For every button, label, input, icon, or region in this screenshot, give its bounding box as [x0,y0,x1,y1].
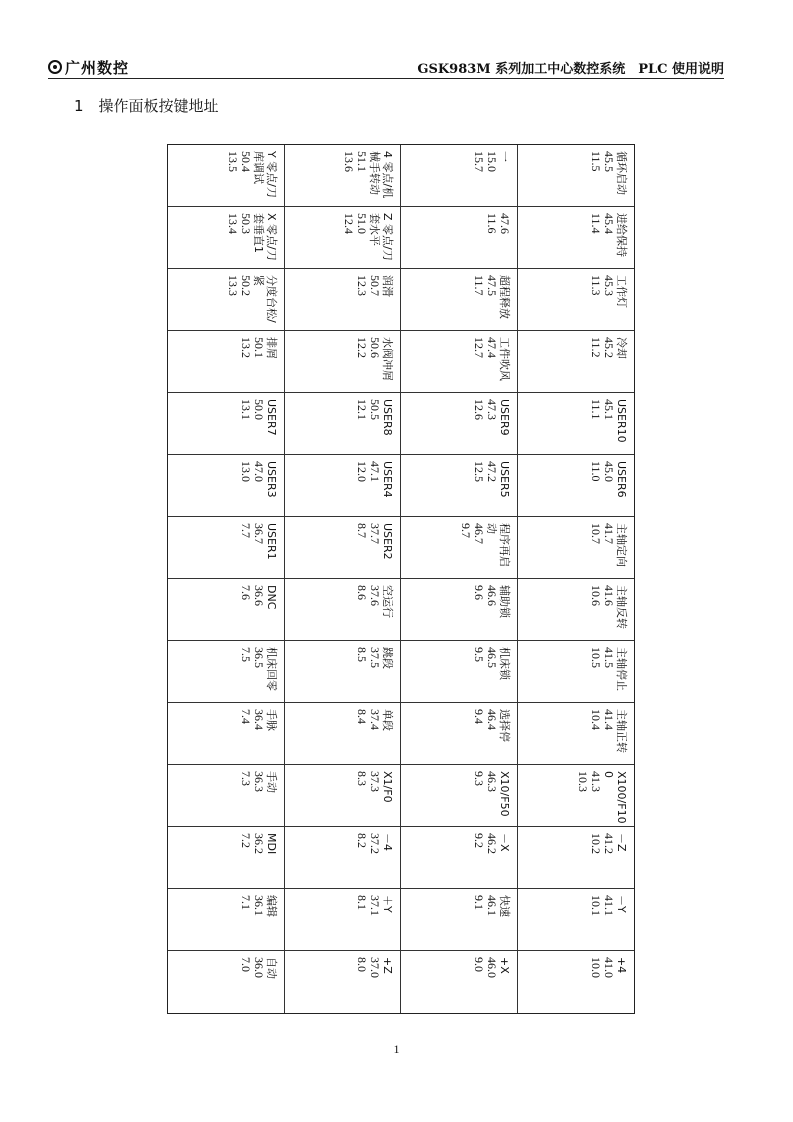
cell-content [172,209,280,267]
input-address: 50.5 [368,398,383,420]
output-address: 11.2 [588,336,603,358]
table-cell [401,393,518,455]
table-cell [285,393,402,455]
output-address: 9.7 [458,522,473,538]
cell-content [405,643,513,701]
output-address: 11.1 [588,398,603,420]
key-name: +X [497,957,511,974]
cell-content [522,581,630,639]
cell-content [172,333,280,391]
key-name: X10/F50 [497,770,511,817]
company-logo [48,58,129,76]
output-address: 12.7 [471,336,486,358]
output-address: 9.5 [471,646,486,662]
input-address: 37.5 [368,646,383,668]
output-address: 7.6 [238,584,253,600]
output-address: 11.6 [484,212,499,234]
cell-content [405,767,513,825]
input-address: 46.4 [484,708,499,730]
output-address: 13.4 [225,212,240,234]
output-address: 7.4 [238,708,253,724]
output-address: 11.4 [588,212,603,234]
key-name: USER10 [614,398,628,443]
output-address: 9.2 [471,832,486,848]
output-address: 13.3 [225,274,240,296]
input-address: 41.4 [601,708,616,730]
table-cell [401,579,518,641]
table-cell [518,393,635,455]
cell-content [288,333,396,391]
key-name: 润滑 [381,274,395,297]
key-name: USER4 [381,460,395,498]
table-cell [168,765,285,827]
table-cell [168,269,285,331]
input-address: 41.0 [601,957,616,978]
input-address: 45.0 [601,460,616,482]
key-name: X 零点/刀套垂直1 [251,212,278,261]
key-name: 机床回零 [264,646,278,691]
output-address: 10.6 [588,584,603,606]
table-cell [168,331,285,393]
input-address: 37.6 [368,584,383,606]
cell-content [522,147,630,205]
key-name: USER6 [614,460,628,498]
input-address: 50.7 [368,274,383,296]
table-cell [168,207,285,269]
table-cell [401,641,518,703]
table-cell [518,517,635,579]
cell-content [288,643,396,701]
cell-content [172,581,280,639]
input-address: 41.2 [601,832,616,854]
cell-content [172,271,280,329]
key-name: 空运行 [381,584,395,618]
cell-content [522,829,630,887]
input-address: 46.3 [484,770,499,792]
output-address: 11.7 [471,274,486,296]
output-address: 9.4 [471,708,486,724]
output-address: 10.0 [588,957,603,978]
table-cell [168,145,285,207]
key-name: 手动 [264,770,278,793]
table-cell [285,207,402,269]
key-name: 手脉 [264,708,278,731]
key-name: －4 [381,832,395,851]
cell-content [172,953,280,1011]
table-cell [168,455,285,517]
table-cell [401,889,518,951]
key-name: USER9 [497,398,511,436]
key-name: 分度台松/紧 [251,274,278,323]
key-name: 编辑 [264,894,278,917]
gsk-logo-icon [48,60,62,74]
output-address: 8.4 [355,708,370,724]
output-address: 10.5 [588,646,603,668]
table-cell [285,765,402,827]
output-address: 13.1 [238,398,253,420]
input-address: 47.0 [251,460,266,482]
table-cell [285,579,402,641]
key-name: 程序再启动 [484,522,511,567]
table-cell [401,765,518,827]
key-name: 工件吹风 [497,336,511,381]
table-cell [401,455,518,517]
output-address: 12.5 [471,460,486,482]
key-name: 冷却 [614,336,628,359]
table-cell [168,703,285,765]
key-name: －Z [614,832,628,852]
table-cell [401,269,518,331]
input-address: 36.4 [251,708,266,730]
cell-content [288,767,396,825]
cell-content [172,891,280,949]
table-cell [285,455,402,517]
input-address: 50.0 [251,398,266,420]
input-address: 46.5 [484,646,499,668]
table-cell [285,641,402,703]
key-name: DNC [264,584,278,609]
input-address: 36.2 [251,832,266,854]
table-cell [285,827,402,889]
input-address: 45.2 [601,336,616,358]
input-address: 41.1 [601,894,616,916]
input-address: 46.2 [484,832,499,854]
output-address: 10.3 [575,770,590,792]
table-cell [518,331,635,393]
table-cell [518,951,635,1013]
cell-content [405,705,513,763]
table-cell [401,207,518,269]
cell-content [288,519,396,577]
cell-content [405,333,513,391]
input-address: 37.1 [368,894,383,916]
cell-content [405,953,513,1011]
input-address: 36.6 [251,584,266,606]
cell-content [288,147,396,205]
key-name: 循环启动 [614,150,628,195]
table-cell [285,331,402,393]
output-address: 12.1 [355,398,370,420]
cell-content [288,395,396,453]
input-address: 36.5 [251,646,266,668]
table-cell [518,269,635,331]
cell-content [172,519,280,577]
output-address: 7.0 [238,957,253,972]
cell-content [405,519,513,577]
table-cell [285,145,402,207]
input-address: 50.2 [238,274,253,296]
cell-content [405,581,513,639]
cell-content [172,767,280,825]
input-address: 45.4 [601,212,616,234]
key-name: 机床锁 [497,646,511,680]
input-address: 47.3 [484,398,499,420]
cell-content [172,829,280,887]
key-name: Y 零点/刀库调试 [251,150,278,198]
key-name: 跳段 [381,646,395,669]
key-name: USER5 [497,460,511,498]
table-cell [285,703,402,765]
input-address: 41.7 [601,522,616,544]
key-name: Z 零点/刀套水平 [368,212,395,261]
input-address: 50.1 [251,336,266,358]
input-address: 47.4 [484,336,499,358]
input-address: 45.1 [601,398,616,420]
output-address: 13.2 [238,336,253,358]
output-address: 10.4 [588,708,603,730]
input-address: 46.7 [471,522,486,544]
output-address: 12.3 [355,274,370,296]
cell-content [405,457,513,515]
key-name: 辅助锁 [497,584,511,618]
output-address: 9.0 [471,957,486,972]
key-name: X100/F100 [601,770,628,824]
cell-content [522,209,630,267]
key-name: 选择停 [497,708,511,742]
cell-content [172,147,280,205]
page-header [48,58,724,79]
output-address: 13.6 [342,150,357,172]
input-address: 47.6 [497,212,512,234]
page-number: 1 [393,1042,400,1056]
table-cell [285,951,402,1013]
output-address: 9.6 [471,584,486,600]
key-name: 水阀冲屑 [381,336,395,381]
cell-content [288,457,396,515]
input-address: 45.5 [601,150,616,172]
key-name: 工作灯 [614,274,628,308]
cell-content [405,209,513,267]
table-cell [401,703,518,765]
cell-content [522,891,630,949]
key-name: USER1 [264,522,278,560]
table-cell [285,269,402,331]
input-address: 37.7 [368,522,383,544]
input-address: 37.0 [368,957,383,978]
table-cell [285,889,402,951]
input-address: 47.5 [484,274,499,296]
table-cell [518,455,635,517]
key-name: MDI [264,832,278,854]
output-address: 9.3 [471,770,486,786]
cell-content [405,395,513,453]
input-address: 41.3 [588,770,603,792]
table-cell [168,951,285,1013]
table-cell [401,951,518,1013]
table-cell [168,579,285,641]
cell-content [522,271,630,329]
output-address: 11.3 [588,274,603,296]
cell-content [522,457,630,515]
output-address: 8.3 [355,770,370,786]
output-address: 7.7 [238,522,253,538]
input-address: 46.0 [484,957,499,978]
input-address: 36.1 [251,894,266,916]
input-address: 51.1 [355,150,370,172]
input-address: 36.0 [251,957,266,978]
cell-content [522,643,630,701]
key-name: 超程释放 [497,274,511,319]
table-cell [285,517,402,579]
table-cell [518,145,635,207]
input-address: 46.6 [484,584,499,606]
cell-content [522,395,630,453]
output-address: 8.1 [355,894,370,910]
key-name: 主轴停止 [614,646,628,691]
key-name: 排屑 [264,336,278,359]
table-cell [401,827,518,889]
key-name: USER3 [264,460,278,498]
cell-content [405,271,513,329]
cell-content [288,953,396,1011]
key-name: －X [497,832,511,852]
section-title: 1 操作面板按键地址 [74,97,219,115]
cell-content [522,333,630,391]
key-name: 主轴反转 [614,584,628,629]
table-cell [518,765,635,827]
output-address: 7.5 [238,646,253,662]
output-address: 7.3 [238,770,253,786]
input-address: 46.1 [484,894,499,916]
output-address: 9.1 [471,894,486,910]
output-address: 12.6 [471,398,486,420]
key-name: +4 [614,957,628,974]
input-address: 47.2 [484,460,499,482]
output-address: 8.0 [355,957,370,972]
table-cell [168,641,285,703]
table-cell [401,517,518,579]
key-name: USER7 [264,398,278,436]
cell-content [288,891,396,949]
table-cell [518,889,635,951]
cell-content [522,519,630,577]
output-address: 15.7 [471,150,486,172]
input-address: 50.3 [238,212,253,234]
table-cell [168,827,285,889]
input-address: 47.1 [368,460,383,482]
key-name: 进给保持 [614,212,628,257]
cell-content [405,147,513,205]
input-address: 41.6 [601,584,616,606]
table-cell [168,393,285,455]
output-address: 10.1 [588,894,603,916]
table-cell [401,331,518,393]
key-name: 主轴正转 [614,708,628,753]
input-address: 37.2 [368,832,383,854]
table-cell [518,579,635,641]
cell-content [288,829,396,887]
input-address: 45.3 [601,274,616,296]
key-name: 一 [497,150,511,162]
cell-content [522,705,630,763]
key-address-table [167,144,635,1014]
table-cell [168,517,285,579]
cell-content [172,457,280,515]
table-cell [518,207,635,269]
input-address: 50.4 [238,150,253,172]
table-cell [401,145,518,207]
key-name: ＋Y [381,894,395,913]
cell-content [405,891,513,949]
cell-content [288,581,396,639]
key-name: USER2 [381,522,395,560]
output-address: 8.5 [355,646,370,662]
output-address: 7.2 [238,832,253,848]
output-address: 8.7 [355,522,370,538]
output-address: 11.0 [588,460,603,482]
table-cell [518,827,635,889]
output-address: 12.2 [355,336,370,358]
document-title: GSK983M 系列加工中心数控系统 PLC 使用说明 [417,62,724,77]
input-address: 50.6 [368,336,383,358]
cell-content [405,829,513,887]
table-cell [168,889,285,951]
cell-content [288,271,396,329]
table-cell [518,641,635,703]
output-address: 8.2 [355,832,370,848]
key-name: 单段 [381,708,395,731]
output-address: 11.5 [588,150,603,172]
input-address: 37.4 [368,708,383,730]
input-address: 36.7 [251,522,266,544]
cell-content [522,953,630,1011]
cell-content [288,209,396,267]
logo-text: 广州数控 [65,58,130,77]
output-address: 13.5 [225,150,240,172]
cell-content [172,395,280,453]
input-address: 36.3 [251,770,266,792]
cell-content [172,705,280,763]
output-address: 13.0 [238,460,253,482]
output-address: 10.2 [588,832,603,854]
output-address: 8.6 [355,584,370,600]
key-name: 4 零点/机械手转动 [368,150,395,198]
key-name: －Y [614,894,628,913]
cell-content [288,705,396,763]
cell-content [172,643,280,701]
key-name: 快速 [497,894,511,917]
key-name: USER8 [381,398,395,436]
output-address: 12.0 [355,460,370,482]
output-address: 7.1 [238,894,253,910]
output-address: 10.7 [588,522,603,544]
input-address: 41.5 [601,646,616,668]
key-name: X1/F0 [381,770,395,803]
output-address: 12.4 [342,212,357,234]
input-address: 51.0 [355,212,370,234]
key-name: 主轴定向 [614,522,628,567]
input-address: 15.0 [484,150,499,172]
key-name: 自动 [264,957,278,979]
cell-content [522,767,630,825]
table-cell [518,703,635,765]
key-name: +Z [381,957,395,974]
input-address: 37.3 [368,770,383,792]
